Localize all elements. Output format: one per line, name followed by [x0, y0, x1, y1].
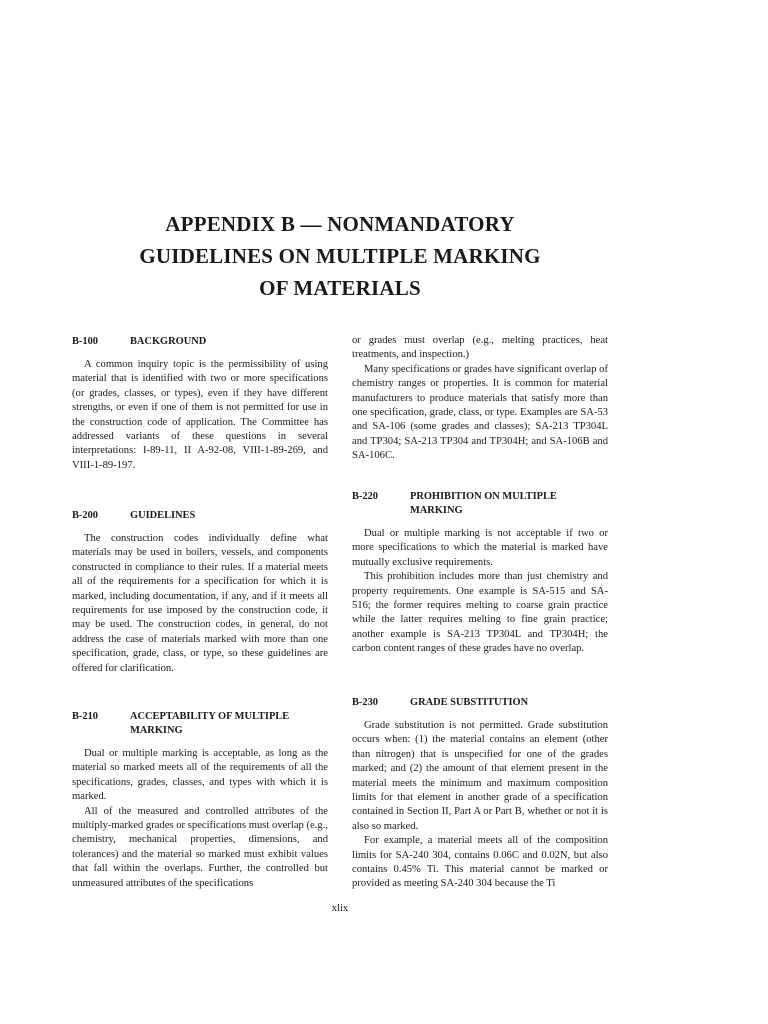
- section-title: GUIDELINES: [130, 510, 196, 521]
- left-column: [72, 0, 328, 1024]
- section-heading: [352, 696, 608, 710]
- section-heading: [72, 509, 328, 523]
- section-number: B-220: [352, 491, 378, 502]
- paragraph: For example, a material meets all of the composition limits for SA-240 304, contains 0.06C and 0.02N, but also contains 0.45% Ti. This material cannot be marked or provided as meeting SA-240 304 because the Ti: [352, 835, 608, 890]
- paragraph: The construction codes individually define what materials may be used in boilers, vessels, and components constructed in compliance to their rules. If a material meets all of the requirements for a specification for which it is marked, including documentation, if any, and if it meets all requirements for use imposed by the construction code, it may be used. The construction codes, in general, do not address the case of materials marked with more than one specification, grade, class, or type, so these guidelines are offered for clarification.: [72, 533, 328, 674]
- paragraph: or grades must overlap (e.g., melting practices, heat treatments, and inspection.): [352, 335, 608, 361]
- section-heading: [72, 710, 328, 738]
- section-number: B-200: [72, 510, 98, 521]
- paragraph: A common inquiry topic is the permissibility of using material that is identified with two or more specifications (or grades, classes, or types), even if they have different strengths, or even if one of them is not permitted for use in the construction code of application. The Committee has addressed variants of these questions in several interpretations: I-89-11, II A-92-08, VIII-1-89-269, and VIII-1-89-197.: [72, 359, 328, 471]
- section-heading: [72, 335, 328, 349]
- section-title: GRADE SUBSTITUTION: [410, 697, 529, 708]
- section-b210-continued: [352, 334, 608, 464]
- section-number: B-100: [72, 336, 98, 347]
- paragraph: Dual or multiple marking is acceptable, as long as the material so marked meets all of the requirements of all the specifications, grades, classes, and types with which it is marked.: [72, 748, 328, 803]
- section-b200: [72, 509, 328, 676]
- paragraph: All of the measured and controlled attributes of the multiply-marked grades or specifications must overlap (e.g., chemistry, mechanical properties, dimensions, and tolerances) and the material so marked must exhibit values that fall within the overlaps. Further, the controlled but unmeasured attributes of the specifications: [72, 805, 328, 889]
- paragraph: Many specifications or grades have significant overlap of chemistry ranges or properties. It is common for material manufacturers to produce materials that satisfy more than one specification, grade, class, or type. Examples are SA-53 and SA-106 (some grades and classes); SA-213 TP304L and TP304; SA-213 TP304 and TP304H; and SA-106B and SA-106C.: [352, 363, 608, 462]
- section-b100: [72, 335, 328, 473]
- section-number: B-210: [72, 711, 98, 722]
- title-line-2: GUIDELINES ON MULTIPLE MARKING: [139, 244, 541, 268]
- section-title: PROHIBITION ON MULTIPLE MARKING: [410, 491, 557, 516]
- paragraph: Grade substitution is not permitted. Grade substitution occurs when: (1) the material contains an element (other than nitrogen) that is unspecified for one of the grades marked; and (2) the amount of that element present in the material meets the minimum and maximum composition limits for that element in another grade of a specification contained in Section II, Part A or Part B, whether or not it is also so marked.: [352, 720, 608, 832]
- section-b210: [72, 710, 328, 891]
- title-line-1: APPENDIX B — NONMANDATORY: [165, 212, 515, 236]
- paragraph: This prohibition includes more than just chemistry and property requirements. One example is SA-515 and SA-516; the former requires melting to coarse grain practice while the latter requires melting to fine grain practice; another example is SA-213 TP304L and TP304H; the carbon content ranges of these grades have no overlap.: [352, 571, 608, 655]
- section-b230: [352, 696, 608, 892]
- right-column: [352, 0, 608, 1024]
- section-heading: [352, 490, 608, 518]
- title-line-3: OF MATERIALS: [259, 276, 421, 300]
- section-b220: [352, 490, 608, 657]
- section-title: ACCEPTABILITY OF MULTIPLE MARKING: [130, 711, 290, 736]
- section-number: B-230: [352, 697, 378, 708]
- section-title: BACKGROUND: [130, 336, 207, 347]
- paragraph: Dual or multiple marking is not acceptable if two or more specifications to which the material is marked have mutually exclusive requirements.: [352, 528, 608, 568]
- page-number: xlix: [331, 903, 349, 914]
